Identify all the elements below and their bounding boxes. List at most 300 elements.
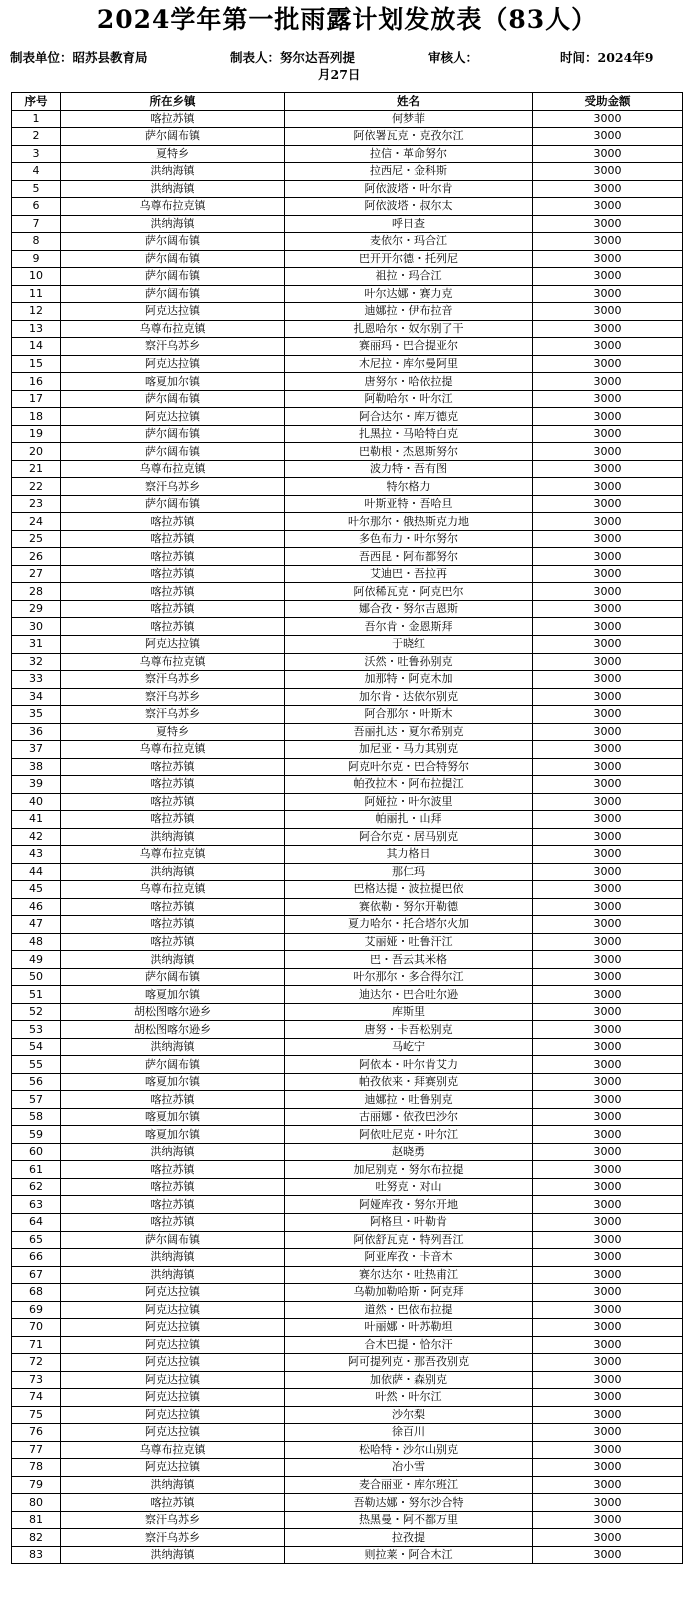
cell-index: 13 xyxy=(12,320,61,338)
cell-name: 阿依吐尼克・叶尔江 xyxy=(285,1126,533,1144)
cell-index: 1 xyxy=(12,110,61,128)
cell-name: 吾尔肯・金恩斯拜 xyxy=(285,618,533,636)
cell-amount: 3000 xyxy=(533,1459,683,1477)
cell-amount: 3000 xyxy=(533,1143,683,1161)
cell-name: 阿依波塔・叔尔太 xyxy=(285,198,533,216)
cell-index: 26 xyxy=(12,548,61,566)
cell-township: 萨尔阔布镇 xyxy=(61,968,285,986)
cell-name: 巴勒根・杰恩斯努尔 xyxy=(285,443,533,461)
table-row xyxy=(12,285,683,303)
table-row xyxy=(12,846,683,864)
cell-township: 阿克达拉镇 xyxy=(61,1354,285,1372)
cell-index: 61 xyxy=(12,1161,61,1179)
table-row xyxy=(12,1091,683,1109)
cell-amount: 3000 xyxy=(533,671,683,689)
cell-township: 喀拉苏镇 xyxy=(61,110,285,128)
cell-township: 喀拉苏镇 xyxy=(61,548,285,566)
cell-index: 11 xyxy=(12,285,61,303)
cell-name: 其力格日 xyxy=(285,846,533,864)
cell-index: 3 xyxy=(12,145,61,163)
cell-name: 迪达尔・巴合吐尔逊 xyxy=(285,986,533,1004)
table-row xyxy=(12,758,683,776)
cell-name: 艾丽娅・吐鲁汗江 xyxy=(285,933,533,951)
cell-township: 洪纳海镇 xyxy=(61,1038,285,1056)
table-row xyxy=(12,565,683,583)
cell-index: 30 xyxy=(12,618,61,636)
table-row xyxy=(12,671,683,689)
cell-index: 39 xyxy=(12,776,61,794)
subsidy-table xyxy=(11,92,683,1564)
table-row xyxy=(12,1249,683,1267)
cell-index: 55 xyxy=(12,1056,61,1074)
cell-amount: 3000 xyxy=(533,338,683,356)
cell-amount: 3000 xyxy=(533,1073,683,1091)
cell-index: 48 xyxy=(12,933,61,951)
cell-amount: 3000 xyxy=(533,1108,683,1126)
cell-township: 萨尔阔布镇 xyxy=(61,495,285,513)
cell-amount: 3000 xyxy=(533,110,683,128)
cell-index: 69 xyxy=(12,1301,61,1319)
cell-amount: 3000 xyxy=(533,846,683,864)
cell-amount: 3000 xyxy=(533,1301,683,1319)
cell-name: 巴・吾云其米格 xyxy=(285,951,533,969)
cell-amount: 3000 xyxy=(533,215,683,233)
cell-amount: 3000 xyxy=(533,1529,683,1547)
cell-name: 加尼别克・努尔布拉提 xyxy=(285,1161,533,1179)
table-row xyxy=(12,530,683,548)
table-row xyxy=(12,1546,683,1564)
table-row xyxy=(12,320,683,338)
table-row xyxy=(12,443,683,461)
cell-index: 7 xyxy=(12,215,61,233)
cell-index: 78 xyxy=(12,1459,61,1477)
cell-amount: 3000 xyxy=(533,1021,683,1039)
cell-amount: 3000 xyxy=(533,1266,683,1284)
cell-amount: 3000 xyxy=(533,180,683,198)
cell-index: 42 xyxy=(12,828,61,846)
table-row xyxy=(12,1389,683,1407)
reviewer: 审核人： xyxy=(428,50,479,65)
cell-name: 巴开开尔德・托列尼 xyxy=(285,250,533,268)
cell-index: 52 xyxy=(12,1003,61,1021)
cell-index: 22 xyxy=(12,478,61,496)
cell-amount: 3000 xyxy=(533,583,683,601)
cell-township: 洪纳海镇 xyxy=(61,1143,285,1161)
cell-index: 47 xyxy=(12,916,61,934)
cell-amount: 3000 xyxy=(533,1389,683,1407)
cell-township: 喀拉苏镇 xyxy=(61,793,285,811)
cell-township: 夏特乡 xyxy=(61,723,285,741)
cell-township: 阿克达拉镇 xyxy=(61,1284,285,1302)
cell-index: 16 xyxy=(12,373,61,391)
table-row xyxy=(12,635,683,653)
cell-name: 阿合尔克・居马别克 xyxy=(285,828,533,846)
cell-amount: 3000 xyxy=(533,373,683,391)
cell-amount: 3000 xyxy=(533,425,683,443)
cell-township: 喀拉苏镇 xyxy=(61,776,285,794)
cell-name: 沙尔梨 xyxy=(285,1406,533,1424)
cell-township: 阿克达拉镇 xyxy=(61,1336,285,1354)
cell-index: 41 xyxy=(12,811,61,829)
cell-name: 扎恩哈尔・奴尔别了干 xyxy=(285,320,533,338)
cell-index: 50 xyxy=(12,968,61,986)
cell-amount: 3000 xyxy=(533,530,683,548)
cell-index: 57 xyxy=(12,1091,61,1109)
cell-name: 波力特・吾有图 xyxy=(285,460,533,478)
cell-name: 扎黑拉・马哈特白克 xyxy=(285,425,533,443)
table-row xyxy=(12,268,683,286)
cell-township: 喀拉苏镇 xyxy=(61,811,285,829)
page-title: 2024学年第一批雨露计划发放表（83人） xyxy=(96,5,598,34)
table-row xyxy=(12,1056,683,1074)
cell-township: 喀夏加尔镇 xyxy=(61,986,285,1004)
cell-index: 82 xyxy=(12,1529,61,1547)
table-row xyxy=(12,600,683,618)
table-row xyxy=(12,1319,683,1337)
table-row xyxy=(12,706,683,724)
cell-name: 帕丽扎・山拜 xyxy=(285,811,533,829)
cell-amount: 3000 xyxy=(533,285,683,303)
table-row xyxy=(12,1336,683,1354)
table-row xyxy=(12,1459,683,1477)
date-line-1: 时间：2024年9 xyxy=(560,50,654,65)
cell-township: 乌尊布拉克镇 xyxy=(61,320,285,338)
cell-name: 吾丽扎达・夏尔希别克 xyxy=(285,723,533,741)
cell-name: 帕孜拉木・阿布拉提江 xyxy=(285,776,533,794)
table-row xyxy=(12,128,683,146)
cell-index: 4 xyxy=(12,163,61,181)
cell-township: 喀拉苏镇 xyxy=(61,565,285,583)
cell-index: 63 xyxy=(12,1196,61,1214)
cell-amount: 3000 xyxy=(533,916,683,934)
cell-name: 沃然・吐鲁孙别克 xyxy=(285,653,533,671)
cell-index: 24 xyxy=(12,513,61,531)
cell-township: 洪纳海镇 xyxy=(61,1266,285,1284)
table-row xyxy=(12,968,683,986)
cell-name: 加依萨・森别克 xyxy=(285,1371,533,1389)
table-row xyxy=(12,1284,683,1302)
table-row xyxy=(12,513,683,531)
table-row xyxy=(12,1494,683,1512)
cell-name: 赵晓勇 xyxy=(285,1143,533,1161)
cell-name: 迪娜拉・吐鲁别克 xyxy=(285,1091,533,1109)
cell-index: 66 xyxy=(12,1249,61,1267)
table-row xyxy=(12,1231,683,1249)
cell-township: 喀夏加尔镇 xyxy=(61,1108,285,1126)
table-row xyxy=(12,215,683,233)
table-maker: 制表人：努尔达吾列提 xyxy=(230,50,356,65)
cell-township: 乌尊布拉克镇 xyxy=(61,460,285,478)
cell-township: 阿克达拉镇 xyxy=(61,303,285,321)
table-row xyxy=(12,881,683,899)
table-row xyxy=(12,653,683,671)
cell-name: 阿依本・叶尔肯艾力 xyxy=(285,1056,533,1074)
cell-amount: 3000 xyxy=(533,408,683,426)
cell-township: 喀拉苏镇 xyxy=(61,530,285,548)
cell-index: 64 xyxy=(12,1214,61,1232)
cell-name: 冶小雪 xyxy=(285,1459,533,1477)
table-row xyxy=(12,933,683,951)
cell-index: 17 xyxy=(12,390,61,408)
table-row xyxy=(12,1301,683,1319)
cell-index: 28 xyxy=(12,583,61,601)
cell-index: 19 xyxy=(12,425,61,443)
cell-name: 阿亚库孜・卡音木 xyxy=(285,1249,533,1267)
cell-index: 6 xyxy=(12,198,61,216)
cell-index: 8 xyxy=(12,233,61,251)
table-header-row xyxy=(12,93,683,111)
cell-township: 喀拉苏镇 xyxy=(61,513,285,531)
cell-amount: 3000 xyxy=(533,986,683,1004)
cell-township: 萨尔阔布镇 xyxy=(61,268,285,286)
cell-name: 巴格达提・波拉提巴依 xyxy=(285,881,533,899)
cell-name: 阿依署瓦克・克孜尔江 xyxy=(285,128,533,146)
cell-amount: 3000 xyxy=(533,1196,683,1214)
cell-index: 15 xyxy=(12,355,61,373)
cell-amount: 3000 xyxy=(533,758,683,776)
cell-name: 阿合达尔・库万德克 xyxy=(285,408,533,426)
table-row xyxy=(12,898,683,916)
cell-amount: 3000 xyxy=(533,1214,683,1232)
cell-name: 吐努克・对山 xyxy=(285,1178,533,1196)
cell-index: 51 xyxy=(12,986,61,1004)
cell-name: 何梦菲 xyxy=(285,110,533,128)
cell-township: 洪纳海镇 xyxy=(61,828,285,846)
cell-township: 阿克达拉镇 xyxy=(61,1424,285,1442)
cell-township: 萨尔阔布镇 xyxy=(61,233,285,251)
cell-amount: 3000 xyxy=(533,1126,683,1144)
table-row xyxy=(12,863,683,881)
cell-amount: 3000 xyxy=(533,1441,683,1459)
table-row xyxy=(12,1354,683,1372)
cell-name: 阿格旦・叶勒肯 xyxy=(285,1214,533,1232)
table-row xyxy=(12,776,683,794)
cell-name: 马屹宁 xyxy=(285,1038,533,1056)
cell-amount: 3000 xyxy=(533,390,683,408)
cell-amount: 3000 xyxy=(533,776,683,794)
cell-index: 56 xyxy=(12,1073,61,1091)
cell-index: 80 xyxy=(12,1494,61,1512)
column-header-index: 序号 xyxy=(12,93,61,111)
cell-amount: 3000 xyxy=(533,706,683,724)
table-row xyxy=(12,355,683,373)
cell-index: 71 xyxy=(12,1336,61,1354)
cell-township: 阿克达拉镇 xyxy=(61,1406,285,1424)
cell-index: 70 xyxy=(12,1319,61,1337)
cell-township: 洪纳海镇 xyxy=(61,863,285,881)
table-row xyxy=(12,811,683,829)
cell-amount: 3000 xyxy=(533,1284,683,1302)
table-row xyxy=(12,198,683,216)
cell-name: 赛尔达尔・吐热甫江 xyxy=(285,1266,533,1284)
cell-name: 阿合那尔・叶斯木 xyxy=(285,706,533,724)
cell-township: 洪纳海镇 xyxy=(61,1476,285,1494)
cell-amount: 3000 xyxy=(533,898,683,916)
cell-township: 萨尔阔布镇 xyxy=(61,250,285,268)
cell-name: 呼日查 xyxy=(285,215,533,233)
cell-name: 则拉莱・阿合木江 xyxy=(285,1546,533,1564)
cell-township: 洪纳海镇 xyxy=(61,1249,285,1267)
cell-township: 阿克达拉镇 xyxy=(61,1389,285,1407)
cell-township: 阿克达拉镇 xyxy=(61,1371,285,1389)
table-row xyxy=(12,618,683,636)
cell-township: 察汗乌苏乡 xyxy=(61,671,285,689)
cell-index: 43 xyxy=(12,846,61,864)
cell-name: 拉信・革命努尔 xyxy=(285,145,533,163)
cell-index: 83 xyxy=(12,1546,61,1564)
cell-index: 59 xyxy=(12,1126,61,1144)
cell-township: 乌尊布拉克镇 xyxy=(61,846,285,864)
cell-name: 阿娅拉・叶尔波里 xyxy=(285,793,533,811)
cell-township: 阿克达拉镇 xyxy=(61,1301,285,1319)
cell-index: 79 xyxy=(12,1476,61,1494)
cell-amount: 3000 xyxy=(533,688,683,706)
table-row xyxy=(12,1214,683,1232)
cell-name: 阿依舒瓦克・特列吾江 xyxy=(285,1231,533,1249)
cell-name: 唐努尔・哈依拉提 xyxy=(285,373,533,391)
cell-township: 喀拉苏镇 xyxy=(61,1091,285,1109)
cell-amount: 3000 xyxy=(533,1494,683,1512)
cell-township: 喀拉苏镇 xyxy=(61,618,285,636)
cell-name: 徐百川 xyxy=(285,1424,533,1442)
cell-amount: 3000 xyxy=(533,198,683,216)
cell-name: 阿克叶尔克・巴合特努尔 xyxy=(285,758,533,776)
cell-amount: 3000 xyxy=(533,495,683,513)
cell-amount: 3000 xyxy=(533,1406,683,1424)
cell-township: 喀夏加尔镇 xyxy=(61,373,285,391)
table-row xyxy=(12,1441,683,1459)
cell-township: 萨尔阔布镇 xyxy=(61,128,285,146)
table-row xyxy=(12,1143,683,1161)
table-row xyxy=(12,1178,683,1196)
cell-name: 那仁玛 xyxy=(285,863,533,881)
cell-name: 阿依波塔・叶尔肯 xyxy=(285,180,533,198)
cell-amount: 3000 xyxy=(533,1546,683,1564)
cell-amount: 3000 xyxy=(533,1336,683,1354)
cell-township: 喀拉苏镇 xyxy=(61,758,285,776)
table-row xyxy=(12,303,683,321)
table-row xyxy=(12,916,683,934)
cell-township: 喀夏加尔镇 xyxy=(61,1126,285,1144)
cell-index: 65 xyxy=(12,1231,61,1249)
cell-township: 喀拉苏镇 xyxy=(61,1196,285,1214)
cell-name: 道然・巴依布拉提 xyxy=(285,1301,533,1319)
cell-index: 58 xyxy=(12,1108,61,1126)
cell-name: 木尼拉・库尔曼阿里 xyxy=(285,355,533,373)
cell-township: 萨尔阔布镇 xyxy=(61,285,285,303)
table-row xyxy=(12,110,683,128)
cell-name: 祖拉・玛合江 xyxy=(285,268,533,286)
cell-name: 叶尔那尔・多合得尔江 xyxy=(285,968,533,986)
cell-township: 洪纳海镇 xyxy=(61,180,285,198)
cell-index: 34 xyxy=(12,688,61,706)
cell-name: 于晓红 xyxy=(285,635,533,653)
table-body xyxy=(12,110,683,1564)
cell-name: 阿勒哈尔・叶尔江 xyxy=(285,390,533,408)
cell-name: 乌勒加勒哈斯・阿克拜 xyxy=(285,1284,533,1302)
cell-amount: 3000 xyxy=(533,478,683,496)
cell-name: 库斯里 xyxy=(285,1003,533,1021)
table-row xyxy=(12,373,683,391)
table-row xyxy=(12,1371,683,1389)
cell-name: 叶尔那尔・俄热斯克力地 xyxy=(285,513,533,531)
cell-index: 77 xyxy=(12,1441,61,1459)
cell-township: 乌尊布拉克镇 xyxy=(61,653,285,671)
cell-name: 松哈特・沙尔山别克 xyxy=(285,1441,533,1459)
cell-amount: 3000 xyxy=(533,268,683,286)
cell-name: 加尼亚・马力其别克 xyxy=(285,741,533,759)
cell-index: 40 xyxy=(12,793,61,811)
date-line-2: 月27日 xyxy=(318,67,361,82)
cell-township: 喀拉苏镇 xyxy=(61,1161,285,1179)
cell-index: 12 xyxy=(12,303,61,321)
table-row xyxy=(12,723,683,741)
cell-amount: 3000 xyxy=(533,443,683,461)
cell-index: 81 xyxy=(12,1511,61,1529)
cell-index: 14 xyxy=(12,338,61,356)
cell-township: 察汗乌苏乡 xyxy=(61,478,285,496)
cell-township: 阿克达拉镇 xyxy=(61,635,285,653)
cell-name: 古丽娜・依孜巴沙尔 xyxy=(285,1108,533,1126)
cell-index: 74 xyxy=(12,1389,61,1407)
cell-name: 叶斯亚特・吾哈旦 xyxy=(285,495,533,513)
cell-township: 阿克达拉镇 xyxy=(61,1319,285,1337)
cell-name: 吾勒达娜・努尔沙合特 xyxy=(285,1494,533,1512)
cell-township: 察汗乌苏乡 xyxy=(61,1529,285,1547)
cell-township: 乌尊布拉克镇 xyxy=(61,741,285,759)
cell-amount: 3000 xyxy=(533,723,683,741)
table-row xyxy=(12,1406,683,1424)
table-row xyxy=(12,478,683,496)
cell-township: 乌尊布拉克镇 xyxy=(61,198,285,216)
cell-amount: 3000 xyxy=(533,635,683,653)
table-row xyxy=(12,1126,683,1144)
cell-amount: 3000 xyxy=(533,320,683,338)
cell-name: 唐努・卡吾松别克 xyxy=(285,1021,533,1039)
cell-amount: 3000 xyxy=(533,828,683,846)
cell-amount: 3000 xyxy=(533,1003,683,1021)
cell-index: 35 xyxy=(12,706,61,724)
prepared-by-unit: 制表单位：昭苏县教育局 xyxy=(10,50,148,65)
cell-amount: 3000 xyxy=(533,355,683,373)
column-header-name: 姓名 xyxy=(285,93,533,111)
cell-amount: 3000 xyxy=(533,653,683,671)
cell-name: 娜合孜・努尔吉恩斯 xyxy=(285,600,533,618)
cell-index: 20 xyxy=(12,443,61,461)
table-row xyxy=(12,163,683,181)
cell-index: 37 xyxy=(12,741,61,759)
cell-amount: 3000 xyxy=(533,548,683,566)
cell-township: 胡松图喀尔逊乡 xyxy=(61,1021,285,1039)
cell-index: 18 xyxy=(12,408,61,426)
cell-amount: 3000 xyxy=(533,565,683,583)
cell-name: 拉孜提 xyxy=(285,1529,533,1547)
cell-index: 49 xyxy=(12,951,61,969)
cell-name: 阿依稀瓦克・阿克巴尔 xyxy=(285,583,533,601)
cell-name: 吾西昆・阿布都努尔 xyxy=(285,548,533,566)
table-row xyxy=(12,1424,683,1442)
cell-index: 46 xyxy=(12,898,61,916)
cell-index: 72 xyxy=(12,1354,61,1372)
cell-amount: 3000 xyxy=(533,951,683,969)
table-row xyxy=(12,1003,683,1021)
cell-township: 萨尔阔布镇 xyxy=(61,1231,285,1249)
table-row xyxy=(12,1021,683,1039)
cell-township: 喀拉苏镇 xyxy=(61,898,285,916)
cell-name: 拉西尼・金科斯 xyxy=(285,163,533,181)
cell-amount: 3000 xyxy=(533,1161,683,1179)
table-row xyxy=(12,1108,683,1126)
